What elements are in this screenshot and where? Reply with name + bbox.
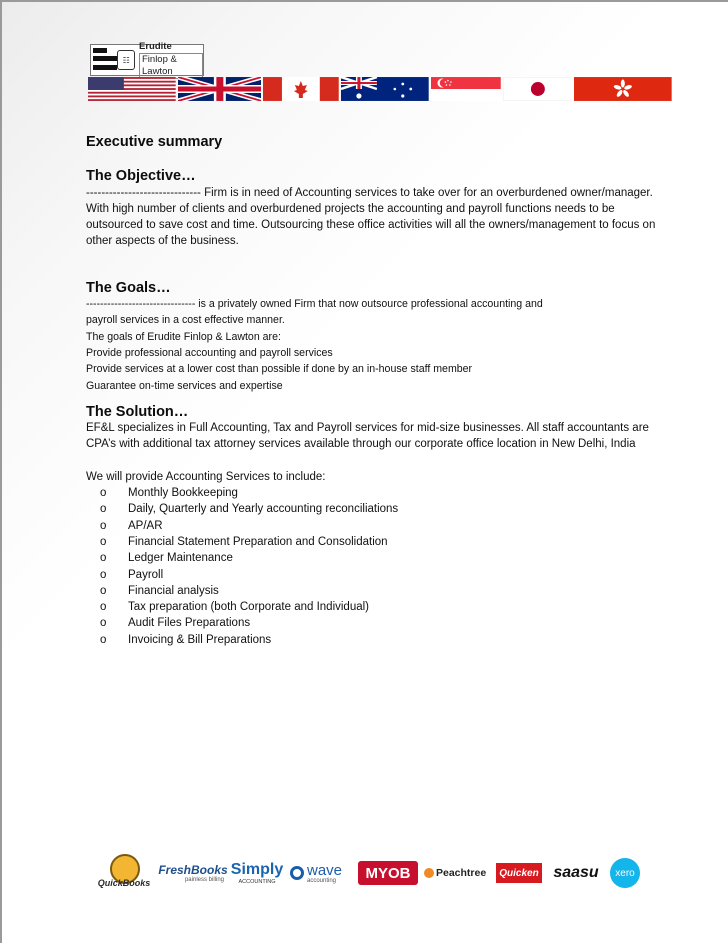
list-item: [100, 518, 656, 534]
bullet-icon: o: [100, 568, 107, 581]
canada-flag-icon: [263, 77, 339, 101]
list-item: [100, 599, 656, 615]
bullet-icon: o: [100, 584, 107, 597]
uk-flag-icon: [178, 77, 262, 101]
bullet-icon: o: [100, 552, 107, 565]
solution-text: EF&L specializes in Full Accounting, Tax and Payroll services for mid-size businesses. All staff accountants are CPA’s with additional tax attorney services available through our corporate office location in New Delhi, India: [86, 422, 649, 451]
services-list: [86, 485, 656, 648]
bullet-icon: o: [100, 503, 107, 516]
service-label: Payroll: [128, 568, 164, 581]
goals-line-3: The goals of Erudite Finlop & Lawton are:: [86, 330, 281, 343]
quickbooks-logo: QuickBooks: [92, 852, 156, 894]
peachtree-logo: Peachtree: [424, 867, 490, 879]
list-item: [100, 632, 656, 648]
solution-heading: The Solution…: [86, 403, 189, 420]
hong-kong-flag-icon: [574, 77, 672, 101]
flags-row: [88, 77, 672, 101]
bullet-icon: o: [100, 617, 107, 630]
objective-text: ------------------------------ Firm is in need of Accounting services to take over for an overburdened owner/manager. With high number of clients and overburdened projects the accounting and payroll functions needs to be outsourced to save cost and time. Outsourcing these office activities will all the owners/management to focus on other aspects of the business.: [86, 186, 656, 248]
singapore-flag-icon: [431, 77, 501, 101]
wave-logo: wave accounting: [290, 863, 352, 884]
goals-heading: The Goals…: [86, 279, 171, 296]
bullet-icon: o: [100, 601, 107, 614]
logo-mark-icon: [93, 46, 115, 74]
bullet-icon: o: [100, 633, 107, 646]
bullet-icon: o: [100, 519, 107, 532]
seal-icon: ☷: [117, 50, 135, 70]
list-item: [100, 501, 656, 517]
bullet-icon: o: [100, 487, 107, 500]
page-title: Executive summary: [86, 134, 223, 150]
australia-flag-icon: [341, 77, 429, 101]
list-item: [100, 550, 656, 566]
list-item: [100, 567, 656, 583]
software-logos-row: [92, 852, 652, 894]
freshbooks-logo: FreshBooks painless billing: [158, 863, 228, 883]
list-item: [100, 485, 656, 501]
services-intro: We will provide Accounting Services to include:: [86, 470, 326, 483]
list-item: [100, 615, 656, 631]
service-label: Financial Statement Preparation and Consolidation: [128, 535, 388, 548]
service-label: Daily, Quarterly and Yearly accounting reconciliations: [128, 503, 399, 516]
objective-heading: The Objective…: [86, 168, 196, 185]
logo-line-2: Finlop & Lawton: [139, 53, 203, 79]
saasu-logo: saasu: [553, 864, 599, 881]
goal-item: Provide professional accounting and payroll services: [86, 346, 333, 359]
bullet-icon: o: [100, 535, 107, 548]
japan-flag-icon: [503, 77, 573, 101]
goals-line-2: payroll services in a cost effective manner.: [86, 314, 285, 327]
service-label: Invoicing & Bill Preparations: [128, 633, 272, 646]
simply-accounting-logo: Simply ACCOUNTING: [230, 861, 284, 885]
service-label: Audit Files Preparations: [128, 617, 251, 630]
logo-line-1: Erudite: [139, 41, 172, 52]
xero-logo: xero: [610, 858, 640, 888]
goals-line-1: ------------------------------- is a privately owned Firm that now outsource professional accounting and: [86, 298, 543, 311]
document-body: [86, 134, 656, 648]
goal-item: Provide services at a lower cost than possible if done by an in-house staff member: [86, 363, 473, 376]
quicken-logo: Quicken: [496, 863, 542, 883]
myob-logo: MYOB: [358, 861, 418, 885]
service-label: Financial analysis: [128, 584, 219, 597]
list-item: [100, 583, 656, 599]
service-label: Monthly Bookkeeping: [128, 487, 238, 500]
service-label: Tax preparation (both Corporate and Individual): [128, 601, 370, 614]
service-label: AP/AR: [128, 519, 163, 532]
company-logo: [90, 41, 204, 77]
goal-item: Guarantee on-time services and expertise: [86, 379, 283, 392]
service-label: Ledger Maintenance: [128, 552, 233, 565]
usa-flag-icon: [88, 77, 176, 101]
list-item: [100, 534, 656, 550]
